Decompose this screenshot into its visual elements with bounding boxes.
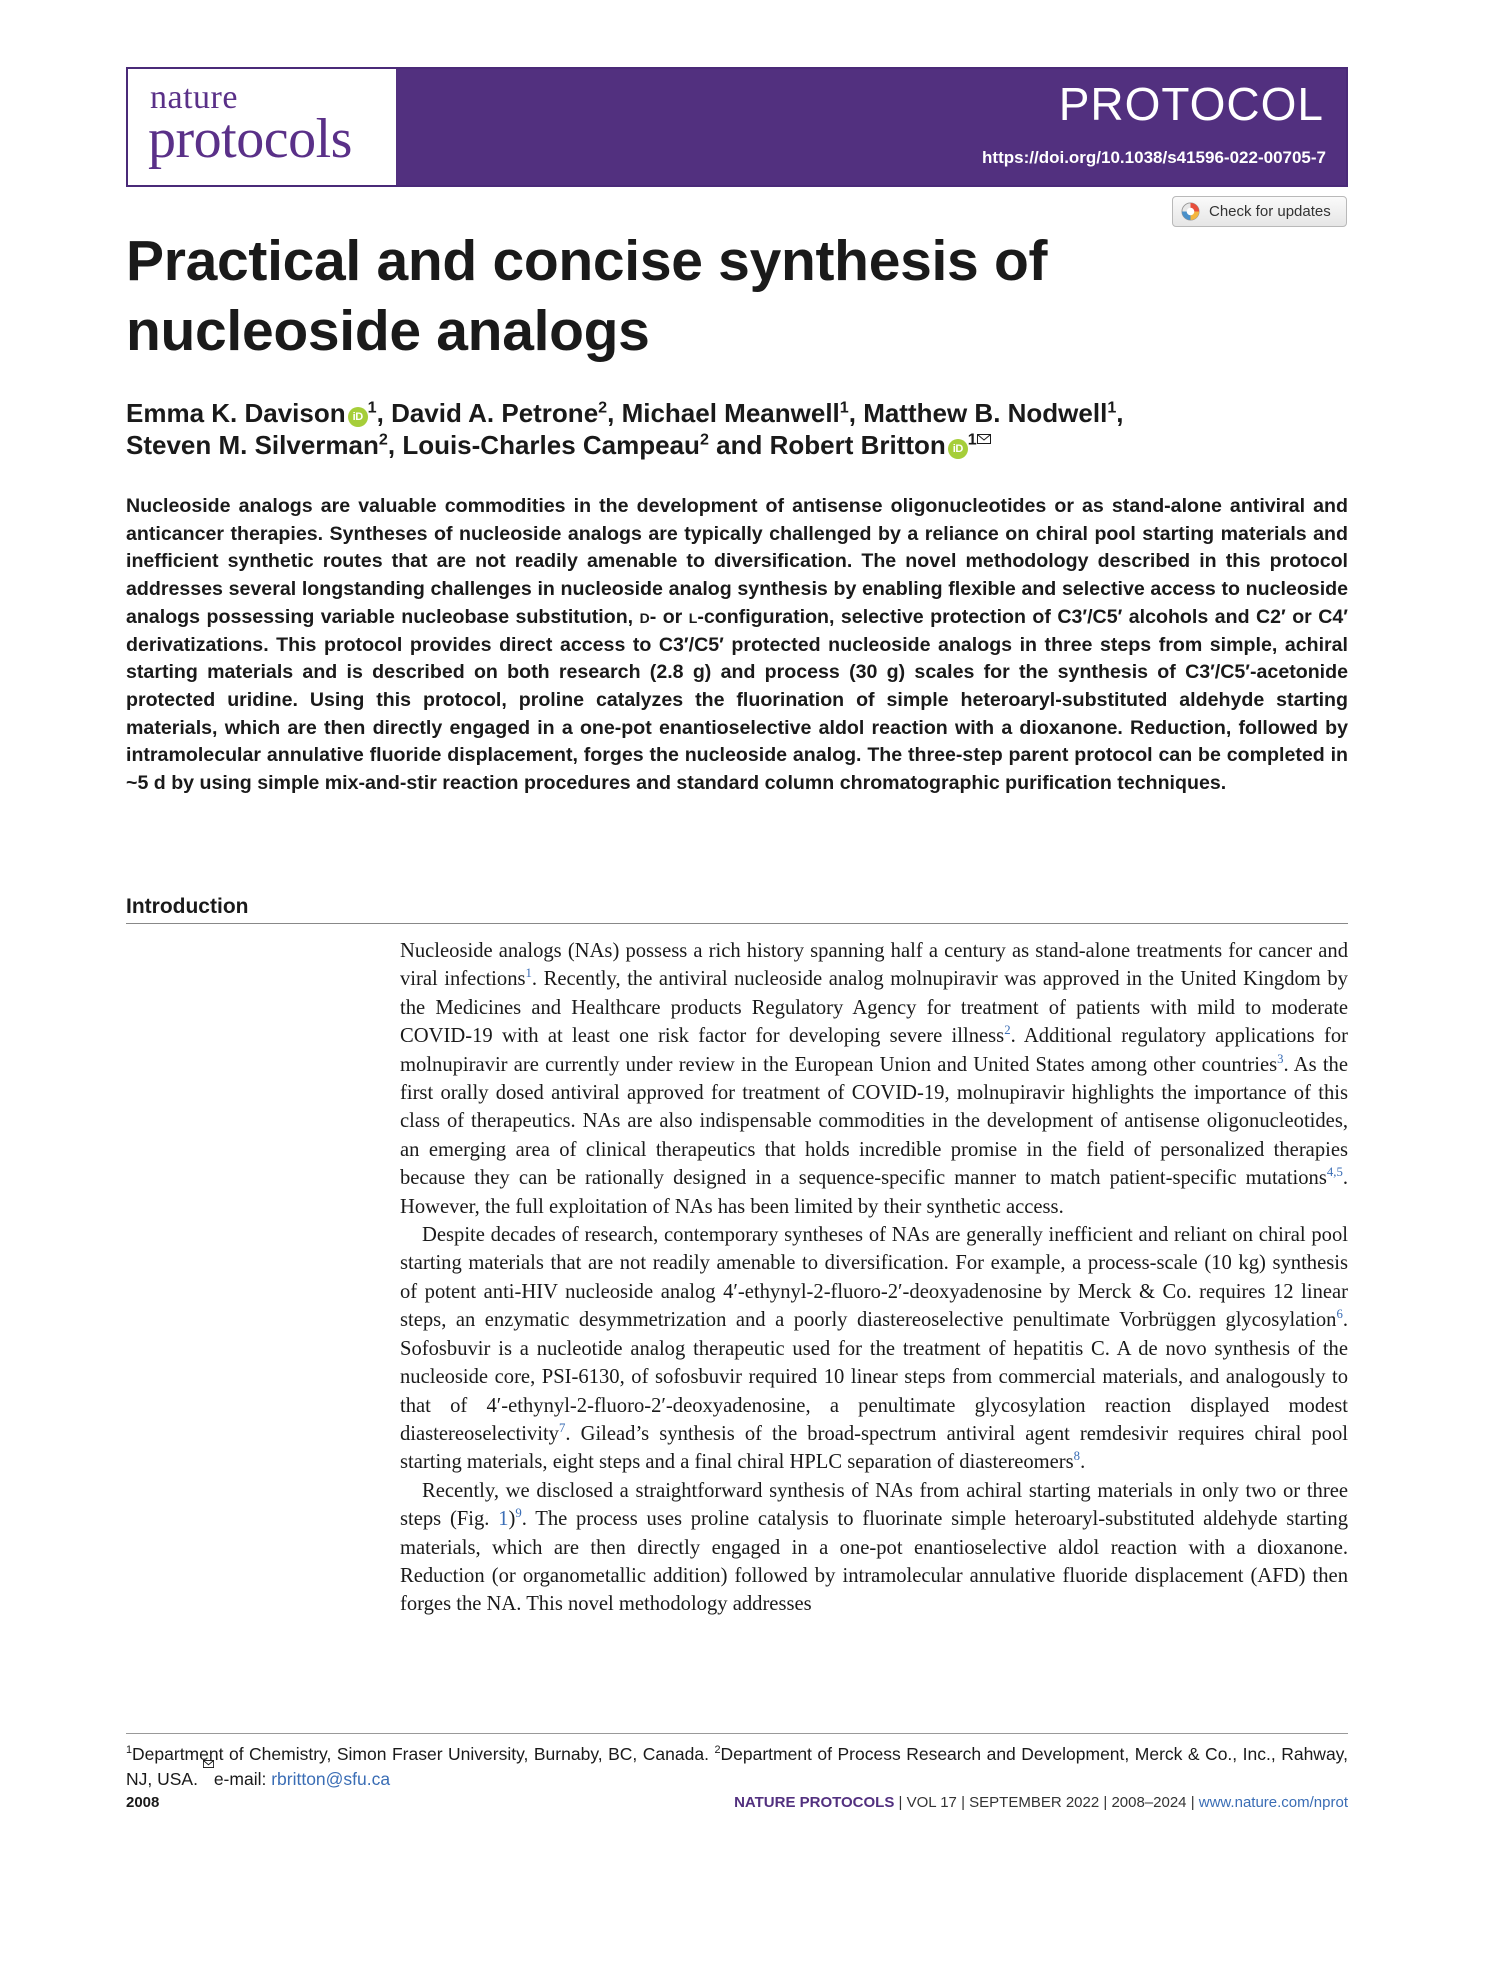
reference-link[interactable]: 9 [515,1506,522,1521]
paragraph-text: . Gilead’s synthesis of the broad-spectrum antiviral agent remdesivir requires chiral pool starting materials, eight steps and a final chiral HPLC separation of diastereomers [400,1422,1348,1474]
email-label: e-mail: [213,1769,272,1789]
author-list-line-1 [126,398,1124,429]
author-name[interactable]: Steven M. Silverman [126,430,379,460]
abstract-text: Nucleoside analogs are valuable commodities in the development of antisense oligonucleotides or as stand-alone antiviral and anticancer therapies. Syntheses of nucleoside analogs are typically challenged by a reliance on chiral pool starting materials and inefficient synthetic routes that are not readily amenable to diversification. The novel methodology described in this protocol addresses several longstanding challenges in nucleoside analog synthesis by enabling flexible and selective access to nucleoside analogs possessing variable nucleobase substitution, [126,495,1348,628]
author-affiliation: 2 [699,430,709,449]
check-for-updates-button[interactable] [1172,196,1347,227]
paragraph-text: . Sofosbuvir is a nucleotide analog therapeutic used for the treatment of hepatitis C. A de novo synthesis of the nucleoside core, PSI-6130, of sofosbuvir required 10 linear steps from commercial materials, and analogously to that of 4′-ethynyl-2-fluoro-2′-deoxyadenosine, a penultimate glycosylation reaction displayed modest diastereoselectivity [400,1309,1348,1445]
author-separator: , [387,430,403,460]
reference-link[interactable]: 3 [1277,1051,1284,1066]
footer-date: SEPTEMBER 2022 [969,1794,1100,1811]
paragraph-text: Nucleoside analogs (NAs) possess a rich history spanning half a century as stand-alone treatments for cancer and viral infections [400,940,1348,991]
reference-link[interactable]: 8 [1073,1449,1081,1464]
footer-separator: | [1186,1794,1199,1811]
reference-link[interactable]: 7 [558,1421,566,1436]
author-name[interactable]: Matthew B. Nodwell [863,398,1108,428]
paragraph-text: . As the first orally dosed antiviral approved for treatment of COVID-19, molnupiravir highlights the importance of this class of therapeutics. NAs are also indispensable commodities in the development of antisense oligonucleotides, an emerging area of clinical therapeutics that holds incredible promise in the field of personalized therapies because they can be rationally designed in a sequence-specific manner to match patient-specific mutations [400,1053,1348,1190]
author-name[interactable]: Emma K. Davison [126,398,346,428]
reference-link[interactable]: 4,5 [1326,1165,1343,1180]
abstract-d-config: d [639,605,650,628]
author-affiliation: 1 [839,398,849,417]
author-separator: , [1116,398,1124,428]
intro-paragraph-2 [400,1221,1348,1477]
author-separator: , [376,398,392,428]
paragraph-text: Despite decades of research, contemporary syntheses of NAs are generally inefficient and reliant on chiral pool starting materials that are not readily amenable to diversification. For example, a process-scale (10 kg) synthesis of potent anti-HIV nucleoside analog 4′-ethynyl-2-fluoro-2′-deoxyadenosine by Merck & Co. requires 12 linear steps, an enzymatic desymmetrization and a poorly diastereoselective penultimate Vorbrüggen glycosylation [400,1224,1348,1332]
footer-separator: | [956,1794,970,1811]
check-for-updates-label: Check for updates [1209,203,1331,220]
section-divider [126,923,1348,924]
running-footer [734,1794,1348,1811]
paragraph-text: . Additional regulatory applications for molnupiravir are currently under review in the European Union and United States among other countries [400,1025,1348,1076]
paragraph-text: Recently, we disclosed a straightforward synthesis of NAs from achiral starting materials in only two or three steps (Fig. [400,1479,1348,1531]
abstract-l-config: l [688,605,698,628]
footer-volume: VOL 17 [906,1794,957,1811]
affiliation-number: 2 [714,1744,721,1757]
introduction-body [400,937,1348,1619]
author-name[interactable]: Louis-Charles Campeau [402,430,700,460]
footer-journal-name: NATURE PROTOCOLS [734,1794,895,1811]
author-separator: and [708,430,770,460]
author-affiliation: 2 [598,398,608,417]
orcid-icon[interactable]: iD [948,439,968,459]
paragraph-text: . [1080,1451,1086,1474]
author-affiliation: 1 [367,398,377,417]
footer-page-range: 2008–2024 [1111,1794,1187,1811]
abstract-text: -configuration, selective protection of C3′/C5′ alcohols and C2′ or C4′ derivatizations. This protocol provides direct access to C3′/C5′ protected nucleoside analogs in three steps from simple, achiral starting materials and is described on both research (2.8 g) and process (30 g) scales for the synthesis of C3′/C5′-acetonide protected uridine. Using this protocol, proline catalyzes the fluorination of simple heteroaryl-substituted aldehyde starting materials, which are then directly engaged in a one-pot enantioselective aldol reaction with a dioxanone. Reduction, followed by intramolecular annulative fluoride displacement, forges the nucleoside analog. The three-step parent protocol can be completed in ~5 d by using simple mix-and-stir reaction procedures and standard column chromatographic purification techniques. [126,605,1349,795]
journal-header [126,67,1348,187]
crossmark-icon [1181,202,1200,221]
footer-separator: | [894,1794,907,1811]
author-affiliation: 2 [378,430,388,449]
author-affiliation: 1 [1107,398,1117,417]
affiliations [126,1742,1348,1792]
orcid-icon[interactable]: iD [348,407,368,427]
paragraph-text: . The process uses proline catalysis to fluorinate simple heteroaryl-substituted aldehyde starting materials, which are then directly engaged in a one-pot enantioselective aldol reaction with a dioxanone. Reduction (or organometallic addition) followed by intramolecular annulative fluoride displacement (AFD) then forges the NA. This novel methodology addresses [400,1508,1348,1616]
affiliation-number: 1 [126,1744,133,1757]
author-name[interactable]: Michael Meanwell [621,398,840,428]
author-name[interactable]: Robert Britton [769,430,946,460]
journal-logo[interactable] [128,69,396,185]
abstract-text: - or [649,605,689,628]
corresponding-email-link[interactable]: rbritton@sfu.ca [271,1769,391,1789]
reference-link[interactable]: 2 [1004,1023,1011,1038]
author-name[interactable]: David A. Petrone [391,398,599,428]
affiliation-1: Department of Chemistry, Simon Fraser University, Burnaby, BC, Canada. [132,1744,715,1764]
article-title: Practical and concise synthesis of nucleoside analogs [126,229,1048,363]
author-affiliation: 1 [967,430,977,449]
article-type-label: PROTOCOL [1058,78,1324,130]
figure-link[interactable]: 1 [498,1508,509,1531]
paragraph-text: ) [508,1508,516,1531]
envelope-icon[interactable] [977,434,991,444]
author-separator: , [848,398,864,428]
author-list-line-2 [126,430,991,461]
intro-paragraph-1 [400,937,1348,1221]
reference-link[interactable]: 1 [525,966,532,981]
footer-separator: | [1099,1794,1112,1811]
footnote-divider [126,1733,1348,1734]
author-separator: , [607,398,622,428]
reference-link[interactable]: 6 [1336,1307,1343,1322]
paragraph-text: . Recently, the antiviral nucleoside analog molnupiravir was approved in the United Kingdom by the Medicines and Healthcare products Regulatory Agency for treatment of patients with mild to moderate COVID-19 with at least one risk factor for developing severe illness [400,968,1348,1048]
intro-paragraph-3 [400,1477,1348,1619]
paragraph-text: . However, the full exploitation of NAs has been limited by their synthetic access. [400,1167,1348,1218]
footer-journal-url[interactable]: www.nature.com/nprot [1198,1794,1348,1811]
doi-link[interactable]: https://doi.org/10.1038/s41596-022-00705-7 [982,148,1326,167]
logo-nature-text: nature [150,79,238,116]
envelope-icon [203,1760,214,1768]
logo-protocols-text: protocols [148,108,352,170]
section-heading-introduction: Introduction [126,895,249,918]
page-number: 2008 [126,1794,160,1811]
affiliation-2: Department of Process Research and Development, Merck & Co., Inc., Rahway, NJ, USA. [126,1744,1348,1789]
abstract [126,493,1348,798]
